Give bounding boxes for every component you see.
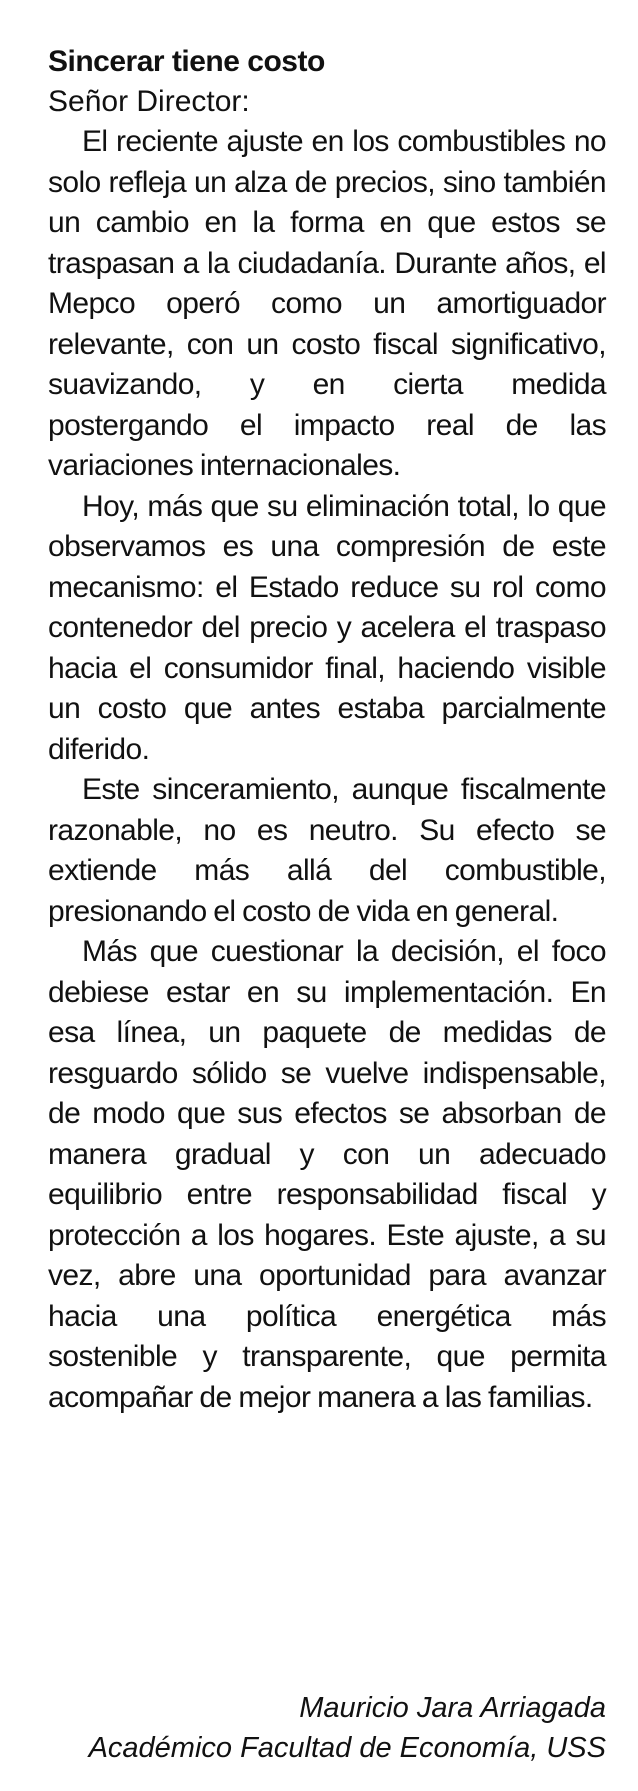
signature-block: [89, 1688, 606, 1768]
paragraph-2: Hoy, más que su eliminación total, lo que observamos es una compresión de este mecanismo: el Estado reduce su rol como contenedor del precio y acelera el traspaso hacia el consumidor final, haciendo visible un costo que antes estaba parcialmente diferido.: [48, 489, 606, 766]
author-name: Mauricio Jara Arriagada: [299, 1692, 606, 1724]
letter-to-editor: [48, 44, 606, 1418]
salutation: Señor Director:: [48, 85, 250, 118]
author-title: Académico Facultad de Economía, USS: [88, 1732, 606, 1764]
paragraph-1: El reciente ajuste en los combustibles no solo refleja un alza de precios, sino también un cambio en la forma en que estos se traspasan a la ciudadanía. Durante años, el Mepco operó como un amortiguador relevante, con un costo fiscal significativo, suavizando, y en cierta medida postergando el impacto real de las variaciones internacionales.: [48, 125, 606, 482]
letter-headline: Sincerar tiene costo: [48, 45, 325, 78]
paragraph-3: Este sinceramiento, aunque fiscalmente razonable, no es neutro. Su efecto se extiende más allá del combustible, presionando el costo de vida en general.: [48, 773, 606, 928]
paragraph-4: Más que cuestionar la decisión, el foco debiese estar en su implementación. En esa línea, un paquete de medidas de resguardo sólido se vuelve indispensable, de modo que sus efectos se absorban de manera gradual y con un adecuado equilibrio entre responsabilidad fiscal y protección a los hogares. Este ajuste, a su vez, abre una oportunidad para avanzar hacia una política energética más sostenible y transparente, que permita acompañar de mejor manera a las familias.: [48, 935, 606, 1414]
